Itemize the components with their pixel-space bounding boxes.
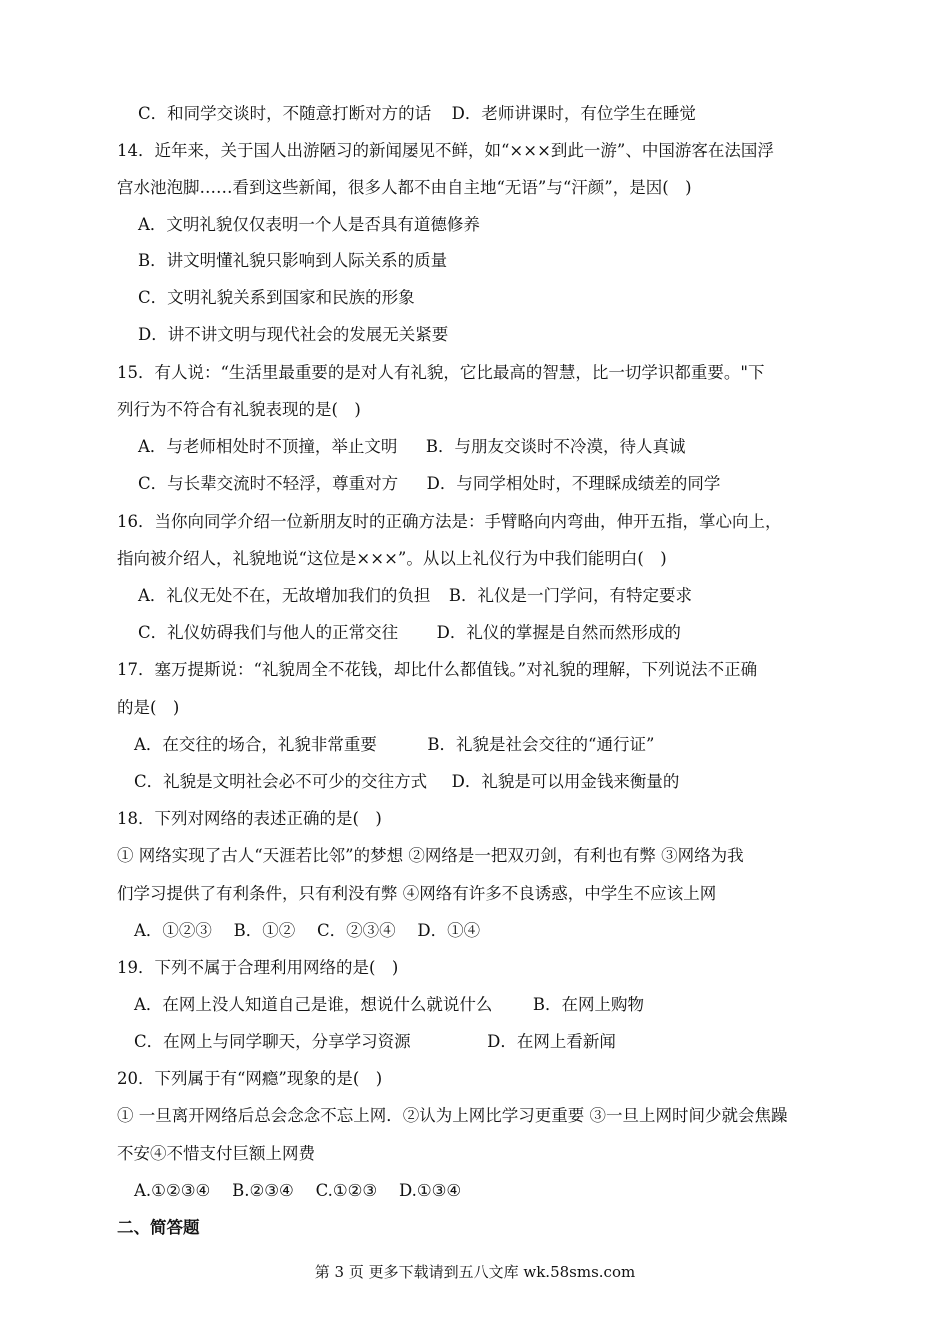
q16-option-c: C．礼仪妨碍我们与他人的正常交往 bbox=[138, 623, 399, 642]
q17-option-c: C．礼貌是文明社会必不可少的交往方式 bbox=[134, 772, 428, 791]
q15-stem-line1: 15．有人说：“生活里最重要的是对人有礼貌，它比最高的智慧，比一切学识都重要。"下 bbox=[117, 363, 765, 382]
q16-options-ab bbox=[138, 585, 692, 607]
q19-options-ab bbox=[134, 994, 644, 1016]
q15-option-c: C．与长辈交流时不轻浮，尊重对方 bbox=[138, 474, 399, 493]
q17-option-a: A．在交往的场合，礼貌非常重要 bbox=[134, 735, 377, 754]
q20-options: A.①②③④ B.②③④ C.①②③ D.①③④ bbox=[134, 1181, 462, 1200]
q14-stem-line1: 14．近年来，关于国人出游陋习的新闻屡见不鲜，如“×××到此一游”、中国游客在法国浮 bbox=[117, 141, 774, 160]
q13-options-cd bbox=[138, 103, 696, 125]
q17-stem-line2: 的是( ) bbox=[117, 698, 180, 717]
q13-option-d: D．老师讲课时，有位学生在睡觉 bbox=[451, 104, 696, 123]
q17-options-ab bbox=[134, 734, 654, 756]
q14-option-c: C．文明礼貌关系到国家和民族的形象 bbox=[138, 288, 415, 307]
q15-options-cd bbox=[138, 473, 720, 495]
q18-statements-line2: 们学习提供了有利条件，只有利没有弊 ④网络有许多不良诱惑，中学生不应该上网 bbox=[117, 884, 717, 903]
q19-stem: 19．下列不属于合理利用网络的是( ) bbox=[117, 958, 399, 977]
q19-option-d: D．在网上看新闻 bbox=[487, 1032, 616, 1051]
q18-options: A．①②③ B．①② C．②③④ D．①④ bbox=[134, 921, 481, 940]
q19-option-b: B．在网上购物 bbox=[532, 995, 645, 1014]
q16-stem-line2: 指向被介绍人，礼貌地说“这位是×××”。从以上礼仪行为中我们能明白( ) bbox=[117, 549, 667, 568]
q14-option-a: A．文明礼貌仅仅表明一个人是否具有道德修养 bbox=[138, 215, 480, 234]
q16-option-b: B．礼仪是一门学问，有特定要求 bbox=[448, 586, 693, 605]
q20-statements-line1: ① 一旦离开网络后总会念念不忘上网．②认为上网比学习更重要 ③一旦上网时间少就会焦躁 bbox=[117, 1106, 788, 1125]
q15-options-ab bbox=[138, 436, 686, 458]
q20-stem: 20．下列属于有“网瘾”现象的是( ) bbox=[117, 1069, 383, 1088]
q16-option-a: A．礼仪无处不在，无故增加我们的负担 bbox=[138, 586, 431, 605]
q19-option-a: A．在网上没人知道自己是谁，想说什么就说什么 bbox=[134, 995, 493, 1014]
q17-option-b: B．礼貌是社会交往的“通行证” bbox=[427, 735, 655, 754]
q16-stem-line1: 16．当你向同学介绍一位新朋友时的正确方法是：手臂略向内弯曲，伸开五指，掌心向上， bbox=[117, 512, 782, 531]
q17-option-d: D．礼貌是可以用金钱来衡量的 bbox=[451, 772, 680, 791]
q18-stem: 18．下列对网络的表述正确的是( ) bbox=[117, 809, 382, 828]
q16-options-cd bbox=[138, 622, 681, 644]
q17-options-cd bbox=[134, 771, 679, 793]
q19-option-c: C．在网上与同学聊天，分享学习资源 bbox=[134, 1032, 411, 1051]
q15-option-d: D．与同学相处时，不理睬成绩差的同学 bbox=[426, 474, 721, 493]
q13-option-c: C．和同学交谈时，不随意打断对方的话 bbox=[138, 104, 432, 123]
q17-stem-line1: 17．塞万提斯说：“礼貌周全不花钱，却比什么都值钱。”对礼貌的理解，下列说法不正确 bbox=[117, 660, 758, 679]
q19-options-cd bbox=[134, 1031, 616, 1053]
page-footer: 第 3 页 更多下载请到五八文库 wk.58sms.com bbox=[314, 1263, 636, 1281]
q16-option-d: D．礼仪的掌握是自然而然形成的 bbox=[436, 623, 681, 642]
q14-stem-line2: 宫水池泡脚……看到这些新闻，很多人都不由自主地“无语”与“汗颜”，是因( ) bbox=[117, 178, 692, 197]
q15-option-b: B．与朋友交谈时不冷漠，待人真诚 bbox=[425, 437, 686, 456]
q20-statements-line2: 不安④不惜支付巨额上网费 bbox=[117, 1144, 315, 1163]
q15-stem-line2: 列行为不符合有礼貌表现的是( ) bbox=[117, 400, 361, 419]
q14-option-b: B．讲文明懂礼貌只影响到人际关系的质量 bbox=[138, 251, 448, 270]
section-heading-short-answer: 二、简答题 bbox=[117, 1218, 200, 1237]
q14-option-d: D．讲不讲文明与现代社会的发展无关紧要 bbox=[138, 325, 449, 344]
q15-option-a: A．与老师相处时不顶撞，举止文明 bbox=[138, 437, 398, 456]
q18-statements-line1: ① 网络实现了古人“天涯若比邻”的梦想 ②网络是一把双刃剑，有利也有弊 ③网络为我 bbox=[117, 846, 744, 865]
